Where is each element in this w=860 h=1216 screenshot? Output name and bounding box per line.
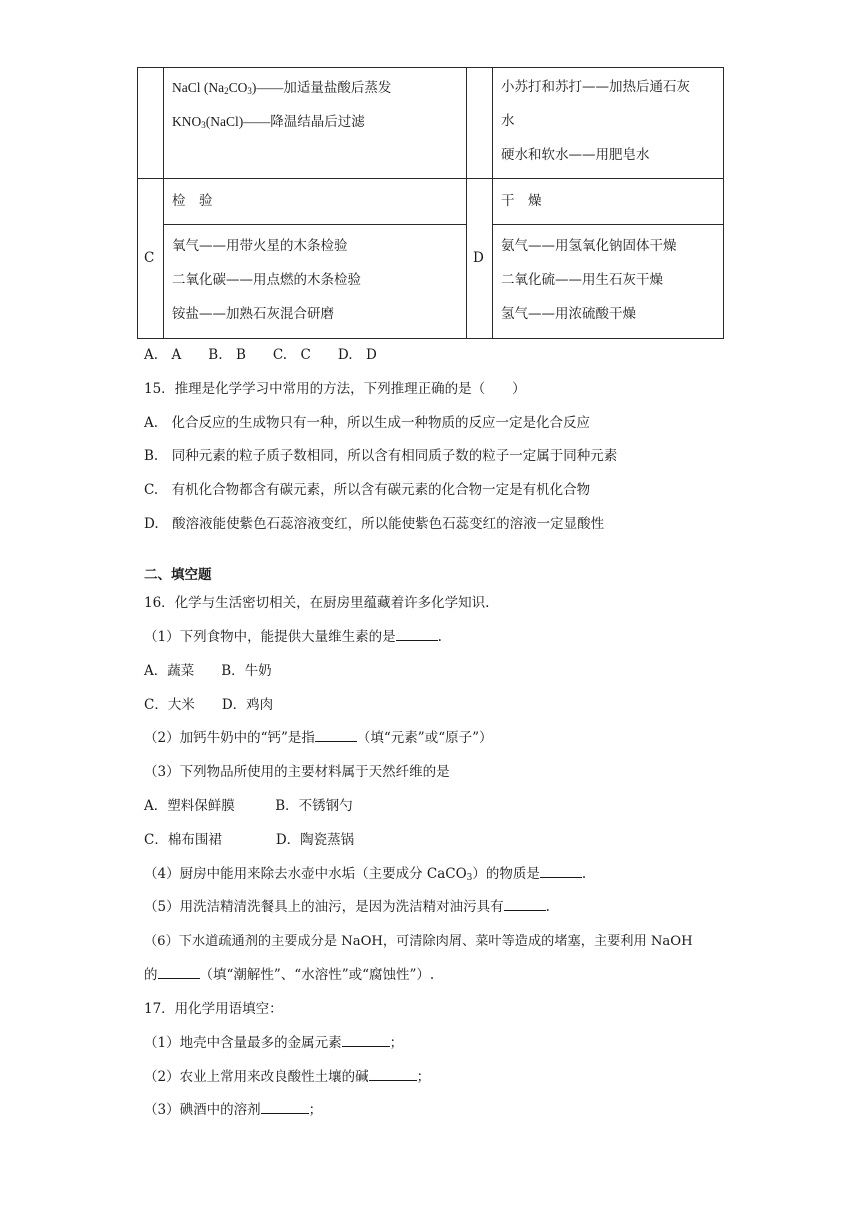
table-line (492, 224, 724, 225)
answer-blank (158, 978, 200, 979)
q15-option-a: A. 化合反应的生成物只有一种，所以生成一种物质的反应一定是化合反应 (144, 415, 591, 431)
q16-part1: （1）下列食物中，能提供大量维生素的是 . (144, 629, 442, 645)
q17-part2: （2）农业上常用来改良酸性土壤的碱 ； (144, 1069, 431, 1085)
q16-part6-line1: （6）下水道疏通剂的主要成分是 NaOH，可清除肉屑、菜叶等造成的堵塞，主要利用 NaOH (144, 934, 693, 949)
dry-item: 氨气——用氢氧化钠固体干燥 (501, 238, 677, 254)
cell-header-dry: 干 燥 (501, 193, 542, 209)
identification-item: 水 (501, 113, 515, 129)
table-line (492, 67, 493, 339)
answer-blank (369, 1080, 417, 1081)
table-line (137, 67, 724, 68)
table-line (466, 67, 467, 339)
identification-item: 小苏打和苏打——加热后通石灰 (501, 79, 690, 95)
q16-part3: （3）下列物品所使用的主要材料属于天然纤维的是 (144, 764, 450, 780)
cell-header-test: 检 验 (172, 193, 213, 209)
q15-option-c: C. 有机化合物都含有碳元素，所以含有碳元素的化合物一定是有机化合物 (144, 482, 591, 498)
q16-part1-options-cd: C．大米 D．鸡肉 (144, 697, 274, 713)
dry-item: 二氧化硫——用生石灰干燥 (501, 272, 663, 288)
q15-option-d: D. 酸溶液能使紫色石蕊溶液变红，所以能使紫色石蕊变红的溶液一定显酸性 (144, 516, 605, 532)
table-line (137, 67, 138, 339)
q15-stem: 15．推理是化学学习中常用的方法，下列推理正确的是（ ） (144, 381, 526, 397)
section-title: 二、填空题 (144, 567, 212, 583)
option-letter-c: C (144, 250, 155, 266)
table-line (137, 338, 724, 339)
table-line (137, 178, 724, 179)
separation-item: $KNO_3(NaCl)——$降温结晶后过滤 (172, 114, 365, 130)
table-line (163, 224, 466, 225)
option-letter-d: D (473, 250, 484, 266)
q17-stem: 17．用化学用语填空： (144, 1001, 283, 1017)
test-item: 氧气——用带火星的木条检验 (172, 238, 348, 254)
q16-stem: 16．化学与生活密切相关，在厨房里蕴藏着许多化学知识. (144, 595, 490, 611)
q14-options: A. A B. B C. C D. D (144, 347, 377, 363)
identification-item: 硬水和软水——用肥皂水 (501, 147, 650, 163)
answer-blank (540, 877, 582, 878)
q16-part5: （5）用洗洁精清洗餐具上的油污，是因为洗洁精对油污具有 . (144, 899, 550, 915)
table-line (723, 67, 724, 339)
separation-item: NaCl $(Na_2CO_3)——$加适量盐酸后蒸发 (172, 80, 392, 96)
answer-blank (261, 1113, 309, 1114)
q16-part3-options-ab: A．塑料保鲜膜 B．不锈钢勺 (144, 798, 353, 814)
table-line (163, 67, 164, 339)
q16-part6-line2: 的 （填“潮解性”、“水溶性”或“腐蚀性”）. (144, 967, 435, 983)
q17-part3: （3）碘酒中的溶剂 ； (144, 1102, 323, 1118)
answer-blank (342, 1046, 390, 1047)
q17-part1: （1）地壳中含量最多的金属元素 ； (144, 1035, 404, 1051)
test-item: 铵盐——加熟石灰混合研磨 (172, 306, 334, 322)
q16-part1-options-ab: A．蔬菜 B．牛奶 (144, 663, 272, 679)
q15-option-b: B. 同种元素的粒子质子数相同，所以含有相同质子数的粒子一定属于同种元素 (144, 448, 618, 464)
answer-blank (315, 741, 357, 742)
answer-blank (396, 640, 438, 641)
test-item: 二氧化碳——用点燃的木条检验 (172, 272, 361, 288)
dry-item: 氢气——用浓硫酸干燥 (501, 306, 636, 322)
q16-part3-options-cd: C．棉布围裙 D．陶瓷蒸锅 (144, 832, 355, 848)
q16-part2: （2）加钙牛奶中的“钙”是指 （填“元素”或“原子”） (144, 730, 493, 746)
answer-blank (504, 910, 546, 911)
q16-part4: （4）厨房中能用来除去水壶中水垢（主要成分 CaCO$_3$）的物质是 . (144, 866, 587, 883)
